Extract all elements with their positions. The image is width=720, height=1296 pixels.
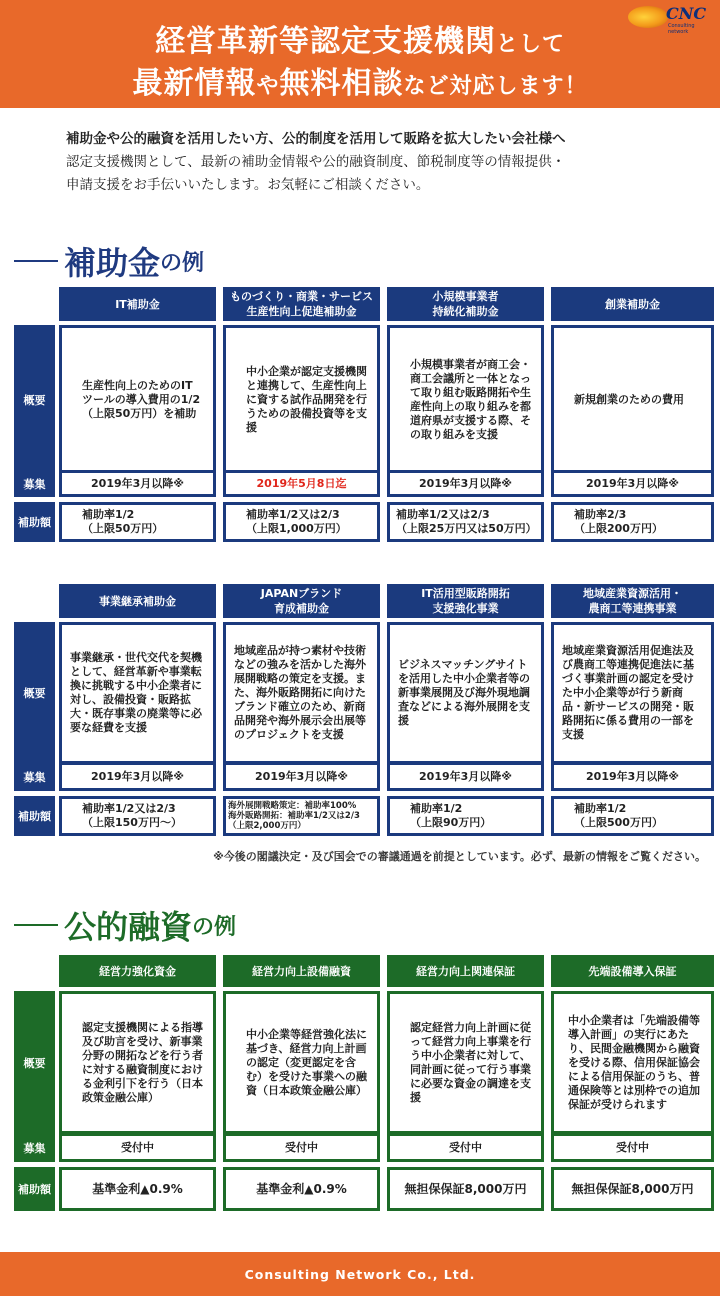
intro-text (66, 128, 706, 197)
logo-swoosh-icon (628, 6, 668, 28)
row-label-recruit: 募集 (14, 1133, 55, 1162)
cnc-logo[interactable] (628, 4, 712, 34)
text-label: （上限150万円〜） (82, 816, 182, 829)
header-line-2-small-a: や (256, 74, 280, 99)
row-label-overview: 概要 (14, 991, 55, 1134)
text-label: （上限90万円） (410, 816, 492, 829)
col-head-japan-brand (223, 584, 380, 618)
footer-bar (0, 1252, 720, 1296)
header-banner (0, 0, 720, 108)
intro-line-2: 認定支援機関として、最新の補助金情報や公的融資制度、節税制度等の情報提供・ (66, 154, 566, 170)
text-label: 小規模事業者 (432, 290, 499, 303)
amount-cell (223, 502, 380, 542)
subsidy-title-small: の例 (160, 250, 205, 276)
amount-cell (59, 502, 216, 542)
amount-cell (551, 796, 714, 836)
text-label: （上限1,000万円） (246, 522, 347, 535)
subsidy-table-1 (14, 287, 714, 547)
text-label: 中小企業が認定支援機関と連携して、生産性向上に資する試作品開発を行うための設備投資等を支援 (246, 365, 367, 434)
amount-cell: 基準金利▲0.9% (59, 1167, 216, 1211)
text-label: 認定経営力向上計画に従って経営力向上事業を行う中小企業者に対して、同計画に従って行う事業に必要な資金の調達を支援 (410, 1020, 531, 1104)
overview-cell (59, 991, 216, 1134)
overview-cell (59, 325, 216, 475)
overview-cell (387, 622, 544, 764)
header-line-1-main: 経営革新等認定支援機関 (154, 24, 496, 59)
loan-title-small: の例 (192, 914, 237, 940)
text-label: 中小企業等経営強化法に基づき、経営力向上計画の認定（変更認定を含む）を受けた事業への融資（日本政策金融公庫） (246, 1027, 367, 1097)
text-label: 小規模事業者が商工会・商工会議所と一体となって取り組む販路開拓や生産性向上の取り組みを都道府県が支援する際、その取り組みを支援 (410, 358, 531, 441)
loan-title-big: 公的融資 (64, 908, 193, 946)
text-label: 中小企業者は「先端設備等導入計画」の実行にあたり、民間金融機関から融資を受ける際、信用保証協会による信用保証のうち、普通保険等とは別枠での追加保証が受けられます (568, 1013, 700, 1111)
recruit-cell-deadline: 2019年5月8日迄 (223, 470, 380, 497)
amount-cell (223, 796, 380, 836)
text-label: 創業補助金 (605, 297, 660, 311)
footer-company: Consulting Network Co., Ltd. (244, 1266, 476, 1282)
amount-cell (387, 502, 544, 542)
text-label: 認定支援機関による指導及び助言を受け、新事業分野の開拓などを行う者に対する融資制度における金利引下を行う（日本政策金融公庫） (82, 1020, 203, 1104)
text-label: 補助率1/2又は2/3 (396, 508, 490, 521)
subsidy-table-2 (14, 584, 714, 844)
recruit-cell: 受付中 (59, 1133, 216, 1162)
col-head-chiiki (551, 584, 714, 618)
text-label: 経営力向上関連保証 (416, 964, 515, 978)
overview-cell (387, 991, 544, 1134)
row-label-amount: 補助額 (14, 796, 55, 836)
text-label: JAPANブランド (260, 587, 343, 600)
col-head-jigyo-keisho (59, 584, 216, 618)
recruit-cell: 2019年3月以降※ (387, 470, 544, 497)
overview-cell (551, 325, 714, 475)
text-label: 補助率1/2 (410, 802, 463, 815)
col-head-setsubi-yushi (223, 955, 380, 987)
text-label: 経営力向上設備融資 (252, 964, 351, 978)
disclaimer-note: ※今後の閣議決定・及び国会での審議通過を前提としています。必ず、最新の情報をご覧ください。 (213, 850, 706, 863)
text-label: 地域産業資源活用促進法及び農商工等連携促進法に基づく事業計画の認定を受けた中小企業等が行う新商品・新サービスの開発・販路開拓に係る費用の一部を支援 (562, 644, 694, 741)
text-label: 海外展開戦略策定：補助率100% (228, 801, 357, 811)
title-dash (14, 924, 58, 926)
overview-cell (223, 325, 380, 475)
row-label-overview: 概要 (14, 325, 55, 475)
text-label: 地域産業資源活用・ (583, 587, 682, 600)
row-label-recruit: 募集 (14, 470, 55, 497)
overview-cell (59, 622, 216, 764)
text-label: （上限25万円又は50万円） (396, 522, 537, 535)
text-label: ビジネスマッチングサイトを活用した中小企業者等の新事業展開及び海外現地調査などによる海外展開を支援 (398, 658, 530, 727)
recruit-cell: 2019年3月以降※ (551, 762, 714, 791)
loan-table (14, 955, 714, 1215)
col-head-it-hanro (387, 584, 544, 618)
recruit-cell: 2019年3月以降※ (223, 762, 380, 791)
title-dash (14, 260, 58, 262)
row-label-amount: 補助額 (14, 1167, 55, 1211)
text-label: 補助率1/2 (574, 802, 627, 815)
overview-cell (223, 622, 380, 764)
recruit-cell: 受付中 (223, 1133, 380, 1162)
col-head-keiei-kyoka (59, 955, 216, 987)
recruit-cell: 受付中 (387, 1133, 544, 1162)
text-label: 育成補助金 (273, 602, 329, 615)
loan-section-title (14, 902, 236, 948)
text-label: 事業継承・世代交代を契機として、経営革新や事業転換に挑戦する中小企業者に対し、設備投資・販路拡大・既存事業の廃業等に必要な経費を支援 (70, 651, 202, 734)
text-label: 農商工等連携事業 (588, 602, 677, 615)
amount-cell (387, 796, 544, 836)
amount-cell (59, 796, 216, 836)
header-line-1-small: として (495, 32, 565, 57)
text-label: IT補助金 (115, 297, 160, 311)
text-label: 生産性向上促進補助金 (246, 305, 357, 318)
amount-cell (551, 502, 714, 542)
recruit-cell: 2019年3月以降※ (387, 762, 544, 791)
text-label: （上限50万円） (82, 522, 164, 535)
intro-line-3: 申請支援をお手伝いいたします。お気軽にご相談ください。 (66, 177, 430, 193)
row-label-amount: 補助額 (14, 502, 55, 542)
header-line-2-main-b: 無料相談 (279, 66, 404, 101)
col-head-it (59, 287, 216, 321)
recruit-cell: 2019年3月以降※ (59, 762, 216, 791)
overview-cell (551, 991, 714, 1134)
text-label: 補助率1/2 (82, 508, 135, 521)
overview-cell (551, 622, 714, 764)
text-label: 事業継承補助金 (99, 594, 176, 608)
text-label: 補助率2/3 (574, 508, 627, 521)
header-line-2-main-a: 最新情報 (132, 66, 257, 101)
text-label: 生産性向上のためのITツールの導入費用の1/2（上限50万円）を補助 (82, 379, 201, 420)
amount-cell: 無担保保証8,000万円 (551, 1167, 714, 1211)
row-label-overview: 概要 (14, 622, 55, 764)
col-head-kanren-hosho (387, 955, 544, 987)
text-label: ものづくり・商業・サービス (230, 290, 373, 303)
text-label: 新規創業のための費用 (574, 393, 684, 406)
header-line-2 (0, 58, 720, 102)
overview-cell (387, 325, 544, 475)
header-line-2-small-b: など対応します！ (403, 74, 588, 99)
col-head-monozukuri (223, 287, 380, 321)
overview-cell (223, 991, 380, 1134)
text-label: 経営力強化資金 (99, 964, 176, 978)
col-head-shokibo (387, 287, 544, 321)
text-label: 補助率1/2又は2/3 (246, 508, 340, 521)
text-label: （上限500万円） (574, 816, 663, 829)
header-line-1 (0, 16, 720, 60)
col-head-sentan-hosho (551, 955, 714, 987)
text-label: 先端設備導入保証 (588, 964, 677, 978)
recruit-cell: 2019年3月以降※ (59, 470, 216, 497)
text-label: 補助率1/2又は2/3 (82, 802, 176, 815)
logo-sub: Consulting network (668, 23, 695, 35)
text-label: （上限2,000万円） (228, 821, 306, 831)
amount-cell: 基準金利▲0.9% (223, 1167, 380, 1211)
text-label: 支援強化事業 (432, 602, 499, 615)
subsidy-title-big: 補助金 (64, 244, 161, 282)
text-label: 持続化補助金 (432, 305, 499, 318)
col-head-sogyo (551, 287, 714, 321)
recruit-cell: 2019年3月以降※ (551, 470, 714, 497)
row-label-recruit: 募集 (14, 762, 55, 791)
logo-name: CNC (666, 4, 707, 23)
text-label: （上限200万円） (574, 522, 663, 535)
text-label: 地域産品が持つ素材や技術などの強みを活かした海外展開戦略の策定を支援。また、海外販路開拓に向けたブランド確立のため、新商品開発や海外展示会出展等のプロジェクトを支援 (234, 644, 366, 741)
recruit-cell: 受付中 (551, 1133, 714, 1162)
text-label: IT活用型販路開拓 (421, 587, 510, 600)
amount-cell: 無担保保証8,000万円 (387, 1167, 544, 1211)
subsidy-section-title (14, 238, 204, 284)
intro-lead: 補助金や公的融資を活用したい方、公的制度を活用して販路を拡大したい会社様へ (66, 131, 566, 147)
text-label: 海外販路開拓：補助率1/2又は2/3 (228, 811, 360, 821)
